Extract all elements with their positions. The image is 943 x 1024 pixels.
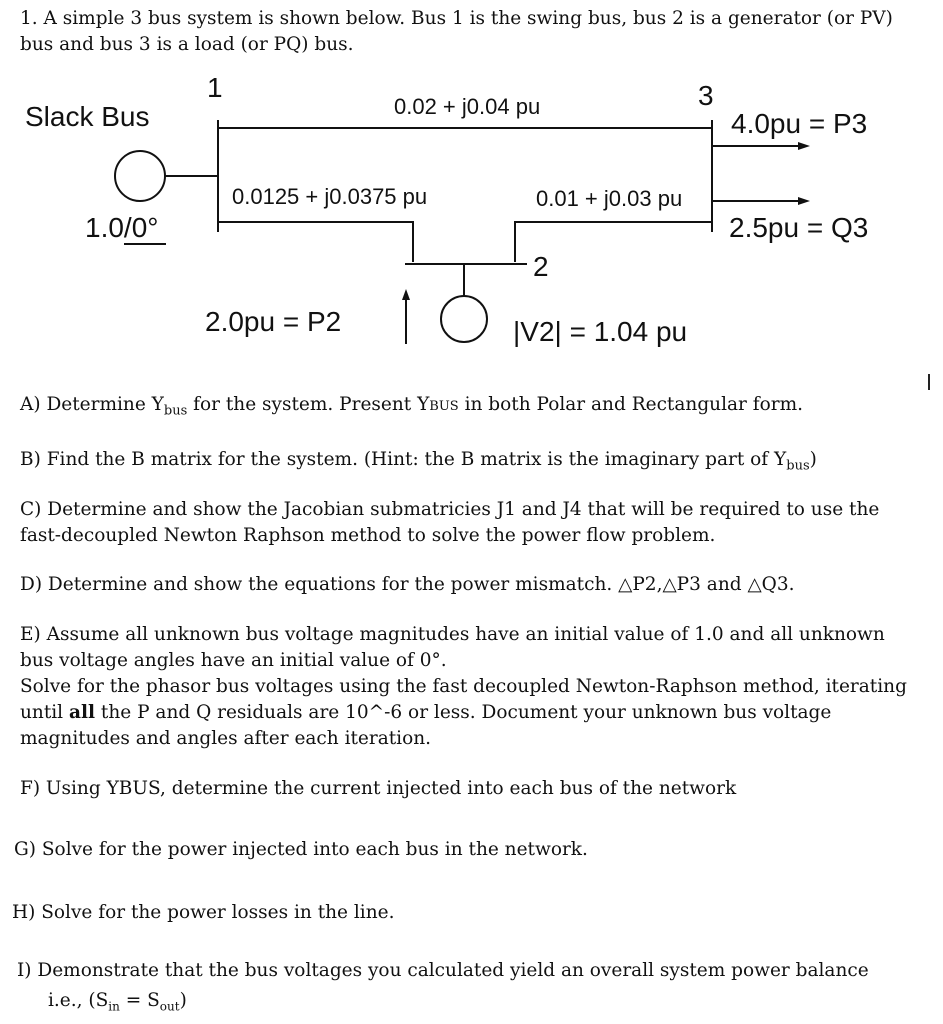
line-1-2 (218, 222, 413, 262)
bus3-number: 3 (698, 80, 714, 111)
line-1-3-impedance: 0.02 + j0.04 pu (394, 94, 541, 119)
bus2-number: 2 (533, 251, 549, 282)
p2-label: 2.0pu = P2 (205, 306, 342, 337)
slack-voltage-label: 1.0/0° (85, 212, 159, 243)
question-e-part2: Solve for the phasor bus voltages using the fast decoupled Newton-Raphson method, iterating until all the P and Q residuals are 10^-6 or less. Document your unknown bus voltage magnitudes and angles after each iteration. (20, 676, 907, 749)
line-1-2-impedance: 0.0125 + j0.0375 pu (232, 184, 428, 209)
problem-intro: 1. A simple 3 bus system is shown below. Bus 1 is the swing bus, bus 2 is a generator (or PV) bus and bus 3 is a load (or PQ) bus. (20, 8, 893, 55)
bus1-number: 1 (207, 72, 223, 103)
text-cursor (928, 374, 930, 390)
question-f: F) Using YBUS, determine the current injected into each bus of the network (20, 778, 737, 799)
line-2-3-impedance: 0.01 + j0.03 pu (536, 186, 683, 211)
q3-label: 2.5pu = Q3 (729, 212, 869, 243)
bus2-generator-symbol (441, 296, 487, 342)
question-g: G) Solve for the power injected into each bus in the network. (14, 839, 588, 860)
question-a: A) Determine $Y_{bus}$ for the system. Present YBUS in both Polar and Rectangular form. (20, 394, 803, 419)
three-bus-diagram (0, 0, 943, 360)
question-h: H) Solve for the power losses in the line. (12, 902, 395, 923)
question-d: D) Determine and show the equations for the power mismatch. △P2,△P3 and △Q3. (20, 574, 795, 595)
slack-bus-label: Slack Bus (25, 101, 150, 132)
v2-label: |V2| = 1.04 pu (513, 316, 688, 347)
slack-generator-symbol (115, 151, 165, 201)
question-b: B) Find the B matrix for the system. (Hint: the B matrix is the imaginary part of $Y_{bus}$) (20, 449, 817, 474)
question-i-balance: i.e., $(S_{in} = S_{out})$ (48, 990, 187, 1014)
question-e-part1: E) Assume all unknown bus voltage magnitudes have an initial value of 1.0 and all unknown bus voltage angles have an initial value of 0°. (20, 624, 885, 671)
question-i: I) Demonstrate that the bus voltages you calculated yield an overall system power balance (17, 960, 869, 981)
p3-label: 4.0pu = P3 (731, 108, 868, 139)
question-c: C) Determine and show the Jacobian submatricies J1 and J4 that will be required to use the fast-decoupled Newton Raphson method to solve the power flow problem. (20, 499, 880, 546)
